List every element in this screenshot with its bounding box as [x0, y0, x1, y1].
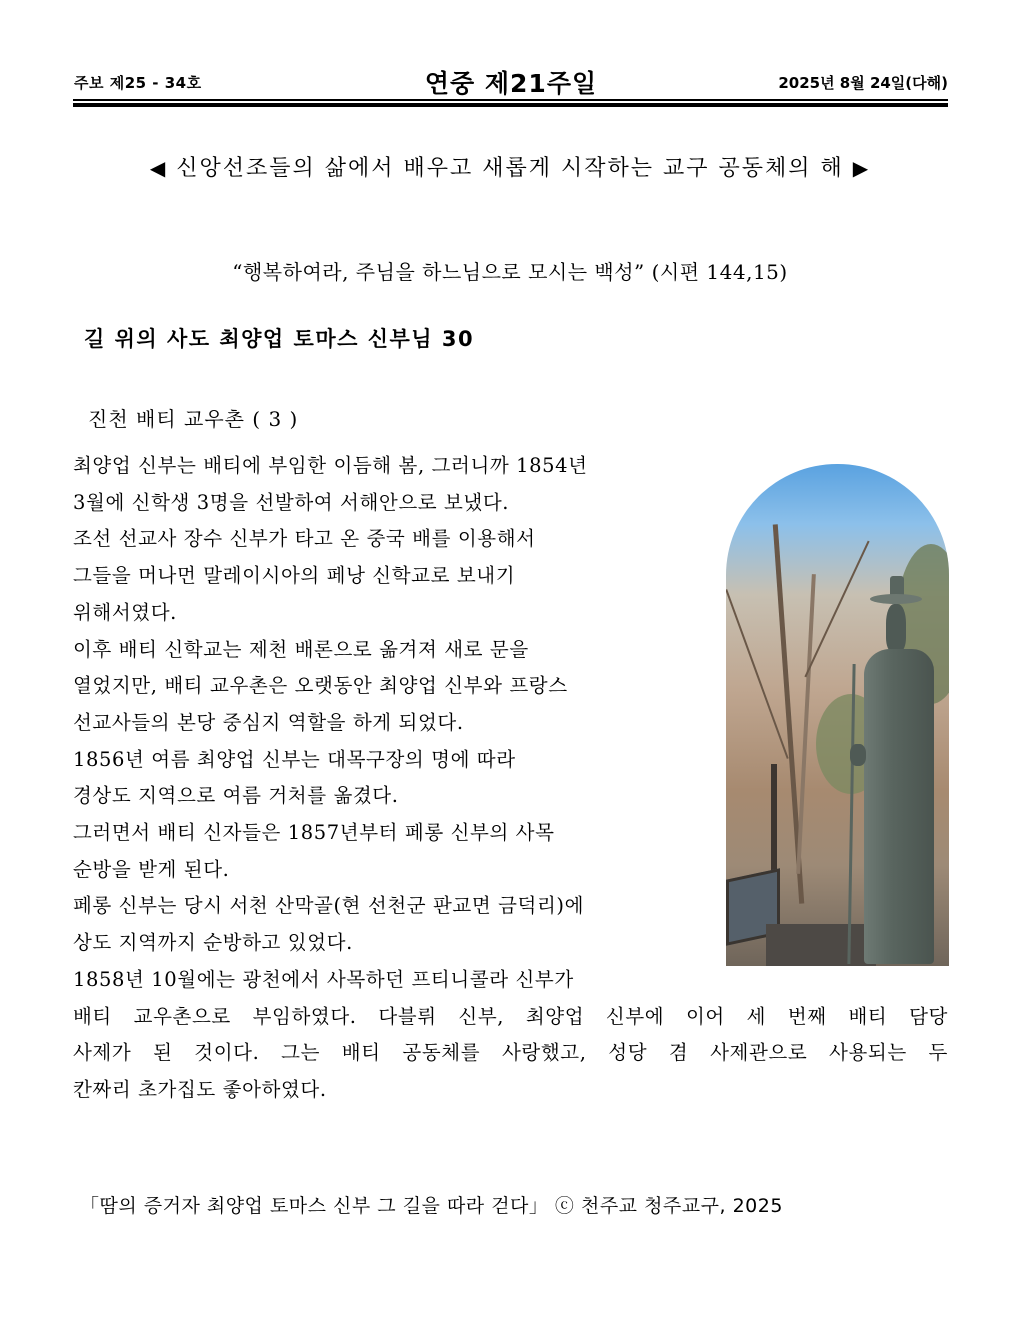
triangle-right-icon: ▶: [852, 156, 871, 180]
bulletin-header: [74, 64, 948, 98]
statue-head: [886, 604, 906, 652]
body-line: 그들을 머나먼 말레이시아의 페낭 신학교로 보내기: [73, 564, 516, 588]
body-line: 이후 배티 신학교는 제천 배론으로 옮겨져 새로 문을: [73, 637, 529, 661]
body-line: 순방을 받게 된다.: [73, 857, 230, 881]
article-subtitle: 진천 배티 교우촌 ( 3 ): [88, 407, 299, 431]
statue-photo: [726, 464, 949, 966]
page-title: 연중 제21주일: [424, 69, 598, 98]
statue-hand: [850, 744, 866, 766]
body-line: 위해서였다.: [73, 600, 177, 624]
signpost: [771, 764, 777, 884]
motto-text: 신앙선조들의 삶에서 배우고 새롭게 시작하는 교구 공동체의 해: [176, 156, 844, 181]
tree-branch: [804, 541, 869, 678]
article-series-title: 길 위의 사도 최양업 토마스 신부님 30: [84, 327, 475, 351]
body-line: 1856년 여름 최양업 신부는 대목구장의 명에 따라: [73, 747, 516, 771]
body-line: 3월에 신학생 3명을 선발하여 서해안으로 보냈다.: [73, 490, 510, 514]
body-line: 열었지만, 배티 교우촌은 오랫동안 최양업 신부와 프랑스: [73, 674, 568, 698]
header-rule-thin: [73, 99, 948, 101]
body-line: 최양업 신부는 배티에 부임한 이듬해 봄, 그러니까 1854년: [73, 454, 588, 477]
body-line: 사제가 된 것이다. 그는 배티 공동체를 사랑했고, 성당 겸 사제관으로 사용되는 두: [73, 1041, 948, 1065]
body-line: 그러면서 배티 신자들은 1857년부터 페롱 신부의 사목: [73, 821, 555, 845]
stone-wall: [766, 924, 876, 966]
body-line: 배티 교우촌으로 부임하였다. 다블뤼 신부, 최양업 신부에 이어 세 번째 배티 담당: [73, 1004, 948, 1028]
statue-hat-brim: [870, 594, 922, 604]
header-rule-thick: [73, 103, 948, 107]
body-line: 칸짜리 초가집도 좋아하였다.: [73, 1077, 327, 1101]
body-line: 상도 지역까지 순방하고 있었다.: [73, 931, 353, 955]
issue-number: 주보 제25 - 34호: [74, 74, 202, 92]
issue-date: 2025년 8월 24일(다해): [778, 74, 948, 92]
body-line: 선교사들의 본당 중심지 역할을 하게 되었다.: [73, 710, 464, 734]
source-credit: 「땀의 증거자 최양업 토마스 신부 그 길을 따라 걷다」 ⓒ 천주교 청주교구, 2025: [80, 1195, 783, 1217]
body-line: 페롱 신부는 당시 서천 산막골(현 선천군 판교면 금덕리)에: [73, 894, 585, 918]
body-line: 1858년 10월에는 광천에서 사목하던 프티니콜라 신부가: [73, 967, 574, 991]
body-line: 경상도 지역으로 여름 거처를 옮겼다.: [73, 784, 399, 808]
verse-quote: “행복하여라, 주님을 하느님으로 모시는 백성”: [232, 260, 645, 284]
triangle-left-icon: ◀: [149, 156, 168, 180]
tree-trunk: [796, 574, 816, 874]
statue-robe: [864, 649, 934, 964]
yearly-motto: [100, 151, 920, 182]
body-line: 조선 선교사 장수 신부가 타고 온 중국 배를 이용해서: [73, 527, 536, 551]
verse-reference: (시편 144,15): [651, 260, 788, 284]
scripture-verse: [0, 256, 1020, 285]
